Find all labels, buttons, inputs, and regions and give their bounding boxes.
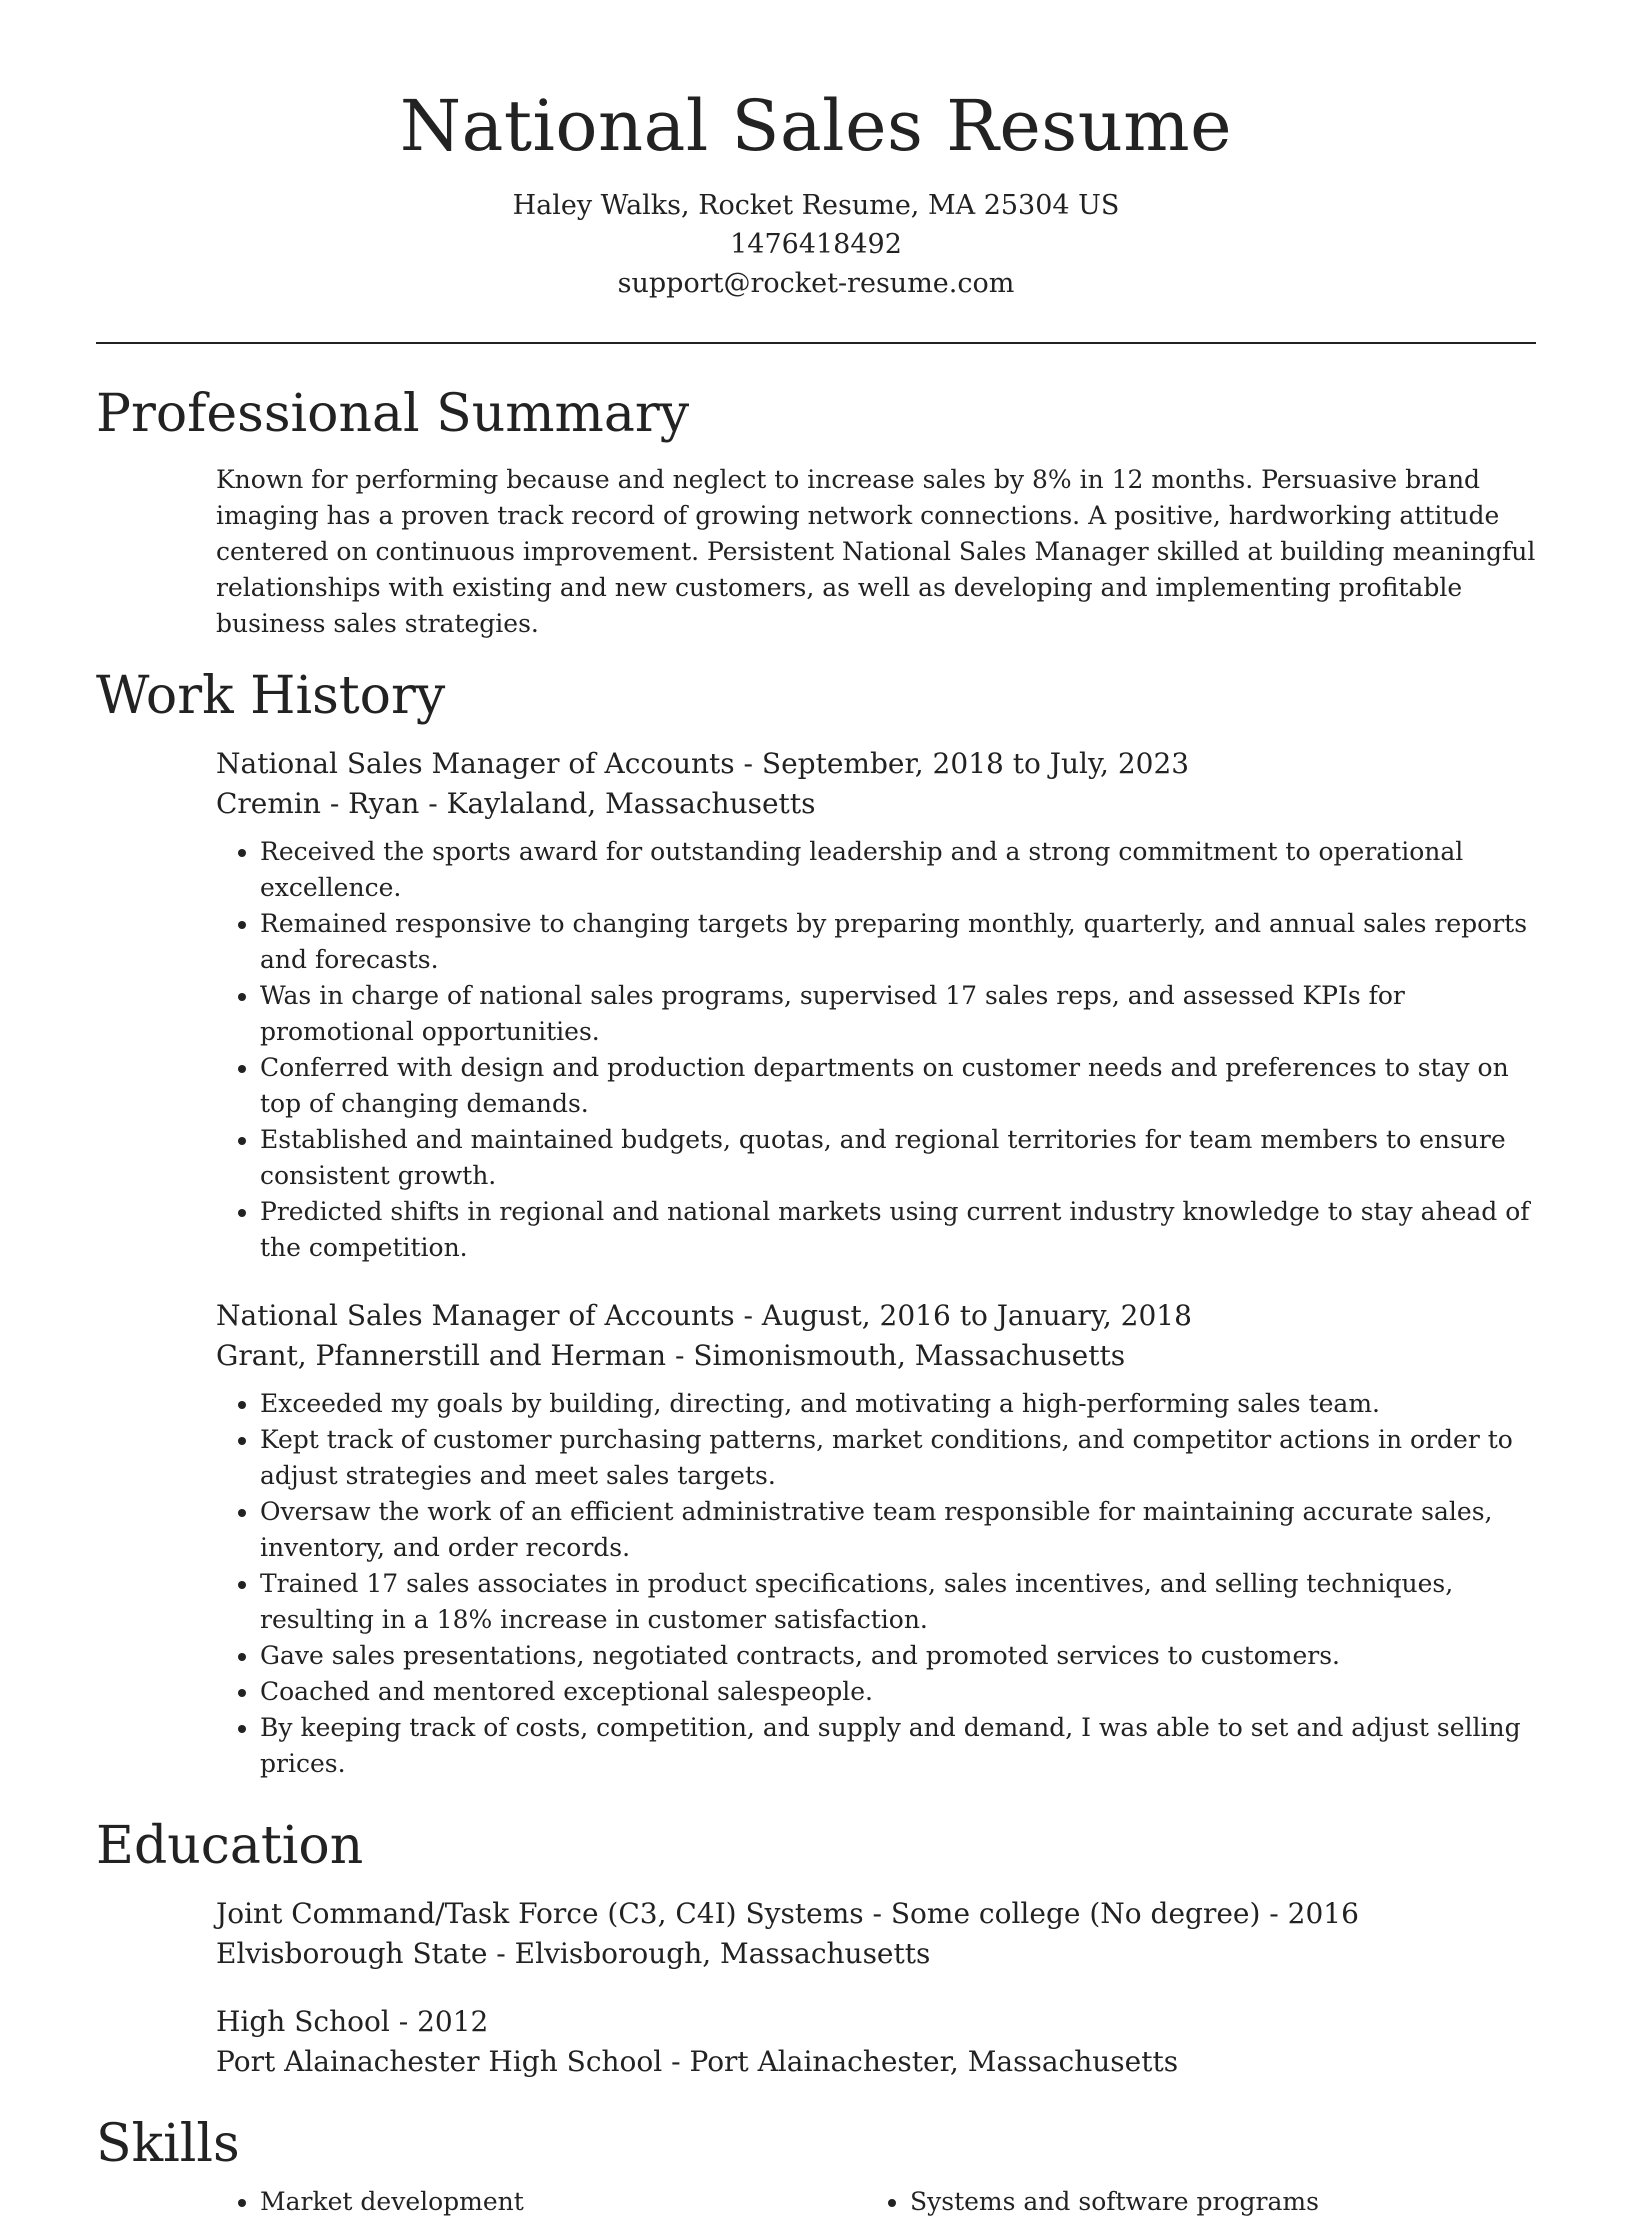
separator: - bbox=[389, 2005, 418, 2038]
job-bullet: • Exceeded my goals by building, directing, and motivating a high-performing sales team. bbox=[260, 1386, 1536, 1422]
education-entry bbox=[216, 2002, 1536, 2082]
separator: - bbox=[863, 1897, 891, 1930]
job-location: Kaylaland, Massachusetts bbox=[446, 787, 816, 820]
education-degree-year: Some college (No degree) - 2016 bbox=[890, 1897, 1359, 1930]
job-entry bbox=[216, 1296, 1536, 1782]
skills-column-left bbox=[216, 2184, 866, 2220]
education-degree-year: 2012 bbox=[417, 2005, 489, 2038]
summary-heading: Professional Summary bbox=[96, 384, 690, 444]
skill-item: • Market development bbox=[260, 2184, 866, 2220]
summary-text: Known for performing because and neglect to increase sales by 8% in 12 months. Persuasive brand imaging has a proven track record of growing network connections. A positive, hardworking attitude centered on continuous improvement. Persistent National Sales Manager skilled at building meaningful relationships with existing and new customers, as well as developing and implementing profitable business sales strategies. bbox=[216, 465, 1536, 638]
skills-column-right bbox=[866, 2184, 1516, 2220]
job-title: National Sales Manager of Accounts bbox=[216, 1299, 735, 1332]
contact-phone: 1476418492 bbox=[730, 229, 902, 260]
contact-address: Haley Walks, Rocket Resume, MA 25304 US bbox=[512, 190, 1120, 221]
separator: - bbox=[666, 1339, 694, 1372]
separator: - bbox=[487, 1937, 515, 1970]
job-bullet: • Received the sports award for outstanding leadership and a strong commitment to operational excellence. bbox=[260, 834, 1536, 906]
skills-section bbox=[96, 2110, 1536, 2220]
job-location: Simonismouth, Massachusetts bbox=[693, 1339, 1126, 1372]
separator: - bbox=[662, 2045, 690, 2078]
education-location: Port Alainachester, Massachusetts bbox=[689, 2045, 1179, 2078]
job-bullet: • Coached and mentored exceptional salespeople. bbox=[260, 1674, 1536, 1710]
job-title-line bbox=[216, 744, 1536, 784]
header-divider bbox=[96, 342, 1536, 344]
resume-header bbox=[0, 80, 1632, 303]
job-company: Cremin - Ryan bbox=[216, 787, 420, 820]
separator: - bbox=[734, 747, 762, 780]
separator: - bbox=[419, 787, 447, 820]
job-bullet: • Gave sales presentations, negotiated contracts, and promoted services to customers. bbox=[260, 1638, 1536, 1674]
job-bullet: • Oversaw the work of an efficient administrative team responsible for maintaining accurate sales, inventory, and order records. bbox=[260, 1494, 1536, 1566]
education-program: High School bbox=[216, 2005, 390, 2038]
contact-email: support@rocket-resume.com bbox=[617, 268, 1015, 299]
job-title: National Sales Manager of Accounts bbox=[216, 747, 735, 780]
separator: - bbox=[734, 1299, 762, 1332]
job-org-line bbox=[216, 784, 1536, 824]
work-history-heading: Work History bbox=[96, 666, 446, 726]
contact-block bbox=[0, 186, 1632, 303]
job-org-line bbox=[216, 1336, 1536, 1376]
education-location: Elvisborough, Massachusetts bbox=[514, 1937, 931, 1970]
skill-item: • Systems and software programs bbox=[910, 2184, 1516, 2220]
resume-title: National Sales Resume bbox=[399, 85, 1233, 167]
job-company: Grant, Pfannerstill and Herman bbox=[216, 1339, 667, 1372]
work-history-section bbox=[96, 662, 1536, 1782]
resume-body bbox=[96, 380, 1536, 2220]
education-program-line bbox=[216, 1894, 1536, 1934]
job-bullets bbox=[216, 834, 1536, 1266]
education-school-line bbox=[216, 1934, 1536, 1974]
job-bullet: • Kept track of customer purchasing patterns, market conditions, and competitor actions in order to adjust strategies and meet sales targets. bbox=[260, 1422, 1536, 1494]
education-program-line bbox=[216, 2002, 1536, 2042]
education-school: Port Alainachester High School bbox=[216, 2045, 663, 2078]
skills-heading: Skills bbox=[96, 2114, 240, 2174]
job-bullet: • Remained responsive to changing targets by preparing monthly, quarterly, and annual sales reports and forecasts. bbox=[260, 906, 1536, 978]
job-bullets bbox=[216, 1386, 1536, 1782]
job-dates: August, 2016 to January, 2018 bbox=[761, 1299, 1192, 1332]
job-bullet: • Trained 17 sales associates in product specifications, sales incentives, and selling techniques, resulting in a 18% increase in customer satisfaction. bbox=[260, 1566, 1536, 1638]
education-program: Joint Command/Task Force (C3, C4I) Systems bbox=[216, 1897, 864, 1930]
job-bullet: • By keeping track of costs, competition, and supply and demand, I was able to set and adjust selling prices. bbox=[260, 1710, 1536, 1782]
job-entry bbox=[216, 744, 1536, 1266]
education-entry bbox=[216, 1894, 1536, 1974]
job-bullet: • Conferred with design and production departments on customer needs and preferences to stay on top of changing demands. bbox=[260, 1050, 1536, 1122]
job-bullet: • Was in charge of national sales programs, supervised 17 sales reps, and assessed KPIs for promotional opportunities. bbox=[260, 978, 1536, 1050]
job-bullet: • Established and maintained budgets, quotas, and regional territories for team members to ensure consistent growth. bbox=[260, 1122, 1536, 1194]
education-section bbox=[96, 1812, 1536, 2082]
job-title-line bbox=[216, 1296, 1536, 1336]
education-school: Elvisborough State bbox=[216, 1937, 488, 1970]
education-school-line bbox=[216, 2042, 1536, 2082]
job-dates: September, 2018 to July, 2023 bbox=[761, 747, 1190, 780]
job-bullet: • Predicted shifts in regional and national markets using current industry knowledge to stay ahead of the competition. bbox=[260, 1194, 1536, 1266]
skills-columns bbox=[216, 2184, 1536, 2220]
education-heading: Education bbox=[96, 1816, 364, 1876]
summary-section bbox=[96, 380, 1536, 642]
